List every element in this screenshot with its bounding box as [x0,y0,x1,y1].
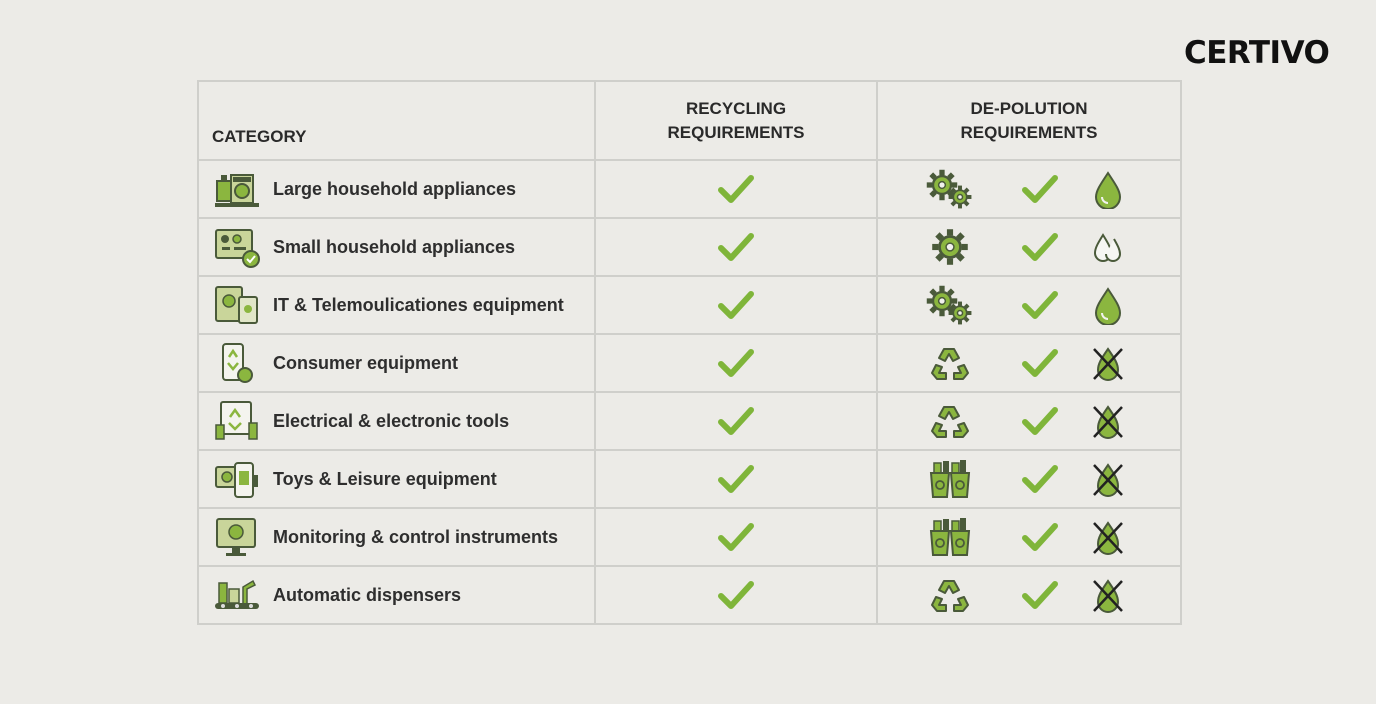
control-panel-icon [213,225,261,269]
crossed-drop-icon [1090,401,1126,441]
depollution-cell [877,508,1181,566]
header-recycling-line2: REQUIREMENTS [667,122,805,142]
check-icon [717,346,755,380]
recycle-icon [924,573,976,617]
check-icon [717,462,755,496]
category-label: IT & Telemoulicationes equipment [273,294,564,315]
category-cell [198,276,595,334]
water-drops-icon [1090,227,1126,267]
table-row [198,508,1181,566]
recycle-bins-icon [924,457,976,501]
oil-drop-icon [1090,169,1126,209]
recycle-icon [924,399,976,443]
table-row [198,566,1181,624]
table-row [198,392,1181,450]
table-row [198,450,1181,508]
recycling-cell [595,218,877,276]
devices-icon [213,283,261,327]
check-icon [1021,520,1059,554]
certivo-logo: CERTIVO [1184,35,1330,71]
recycling-cell [595,276,877,334]
crossed-drop-icon [1090,575,1126,615]
check-icon [1021,462,1059,496]
header-depollution [877,81,1181,160]
category-label: Monitoring & control instruments [273,526,558,547]
tablet-recycle-icon [213,399,261,443]
crossed-drop-icon [1090,459,1126,499]
check-icon [1021,404,1059,438]
recycling-cell [595,566,877,624]
recycling-cell [595,392,877,450]
crossed-drop-icon [1090,343,1126,383]
depollution-cell [877,566,1181,624]
category-label: Small household appliances [273,236,516,257]
header-category: CATEGORY [198,81,595,160]
depollution-cell [877,276,1181,334]
category-cell [198,218,595,276]
check-icon [717,578,755,612]
category-cell [198,160,595,218]
category-label: Large household appliances [273,178,517,199]
table-header-row [198,81,1181,160]
depollution-cell [877,392,1181,450]
header-recycling-line1: RECYCLING [685,98,787,118]
recycle-icon [924,341,976,385]
factory-conveyor-icon [213,573,261,617]
category-cell [198,508,595,566]
depollution-cell [877,218,1181,276]
recycle-bins-icon [924,515,976,559]
table-row [198,334,1181,392]
check-icon [717,230,755,264]
category-cell [198,450,595,508]
check-icon [1021,346,1059,380]
gears-icon [924,283,976,327]
gears-icon [924,167,976,211]
category-label: Toys & Leisure equipment [273,468,497,489]
header-depollution-line1: DE-POLUTION [970,98,1088,118]
table-row [198,276,1181,334]
crossed-drop-icon [1090,517,1126,557]
weee-requirements-table [197,80,1182,625]
check-icon [1021,172,1059,206]
oil-drop-icon [1090,285,1126,325]
category-label: Automatic dispensers [273,584,462,605]
recycling-cell [595,160,877,218]
check-icon [717,404,755,438]
depollution-cell [877,160,1181,218]
recycling-cell [595,508,877,566]
gear-icon [924,225,976,269]
phone-recycle-icon [213,341,261,385]
monitor-icon [213,515,261,559]
check-icon [1021,578,1059,612]
check-icon [717,288,755,322]
check-icon [717,520,755,554]
recycling-cell [595,450,877,508]
depollution-cell [877,334,1181,392]
toy-devices-icon [213,457,261,501]
header-depollution-line2: REQUIREMENTS [960,122,1098,142]
recycling-cell [595,334,877,392]
category-cell [198,334,595,392]
table-row [198,218,1181,276]
category-label: Consumer equipment [273,352,459,373]
category-cell [198,566,595,624]
check-icon [1021,230,1059,264]
depollution-cell [877,450,1181,508]
check-icon [717,172,755,206]
header-recycling [595,81,877,160]
check-icon [1021,288,1059,322]
category-cell [198,392,595,450]
category-label: Electrical & electronic tools [273,410,510,431]
table-row [198,160,1181,218]
washing-machine-icon [213,167,261,211]
